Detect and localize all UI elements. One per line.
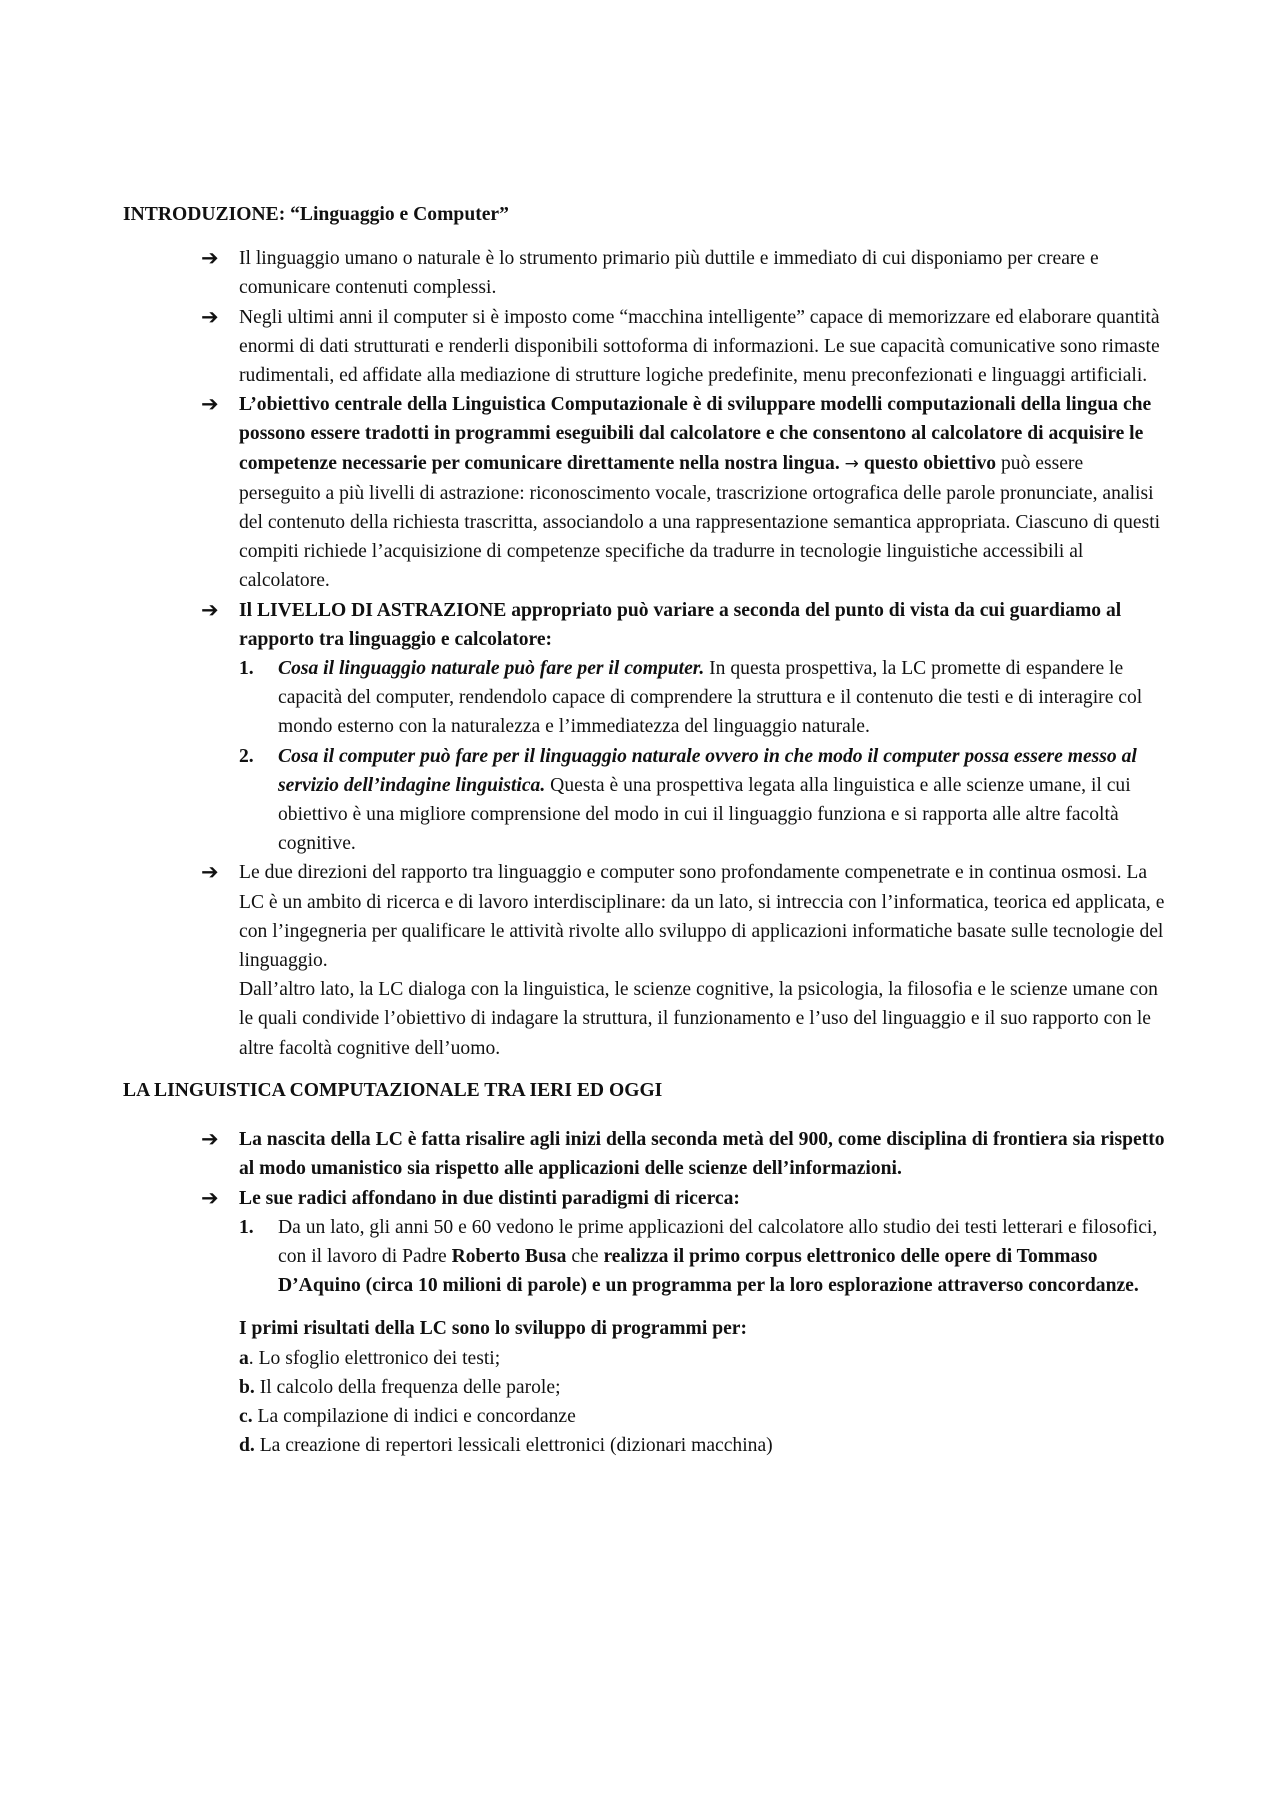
item-number: 1. [239, 1216, 254, 1238]
results-title: I primi risultati della LC sono lo sviluppo di programmi per: [239, 1318, 748, 1340]
item-text: In questa prospettiva, la LC promette di espandere le capacità del computer, rendendolo capace di comprendere la struttura e il contenuto die testi e di interagire col mondo esterno con la naturalezza e l’immediatezza del linguaggio naturale. [278, 658, 1143, 738]
bullet-paragraph [123, 303, 1168, 391]
item-bold-name: Roberto Busa [451, 1245, 567, 1267]
numbered-item [123, 742, 1168, 859]
list-item [239, 1402, 1168, 1431]
bullet-paragraph [123, 244, 1168, 302]
item-bold-text: realizza il primo corpus elettronico delle opere di Tommaso D’Aquino (circa 10 milioni di parole) e un programma per la loro esplorazione attraverso concordanze. [278, 1245, 1139, 1297]
arrow-right-icon: ➔ [201, 860, 219, 885]
bullet-text: Dall’altro lato, la LC dialoga con la linguistica, le scienze cognitive, la psicologia, la filosofia e le scienze umane con le quali condivide l’obiettivo di indagare la struttura, il funzionamento e l’uso del linguaggio e il suo rapporto con le altre facoltà cognitive dell’uomo. [239, 979, 1158, 1059]
bullet-bold-text: Il LIVELLO DI ASTRAZIONE appropriato può variare a seconda del punto di vista da cui guardiamo al rapporto tra linguaggio e calcolatore: [239, 599, 1122, 650]
list-item [239, 1344, 1168, 1373]
list-text: . Lo sfoglio elettronico dei testi; [248, 1347, 501, 1369]
item-text: Questa è una prospettiva legata alla linguistica e alle scienze umane, il cui obiettivo è una migliore comprensione del modo in cui il linguaggio funziona e si rapporta alle altre facoltà cognitive. [278, 774, 1131, 855]
bullet-paragraph [123, 1184, 1168, 1213]
bullet-text: Le due direzioni del rapporto tra linguaggio e computer sono profondamente compenetrate e in continua osmosi. La LC è un ambito di ricerca e di lavoro interdisciplinare: da un lato, si intreccia con l’informatica, teorica ed applicata, e con l’ingegneria per qualificare le attività rivolte allo sviluppo di applicazioni informatiche basate sulle tecnologie del linguaggio. [239, 862, 1165, 972]
bullet-bold-text: Le sue radici affondano in due distinti paradigmi di ricerca: [239, 1187, 740, 1209]
title-quote: “Linguaggio e Computer” [290, 204, 509, 225]
title-text: INTRODUZIONE: [123, 204, 286, 225]
list-letter: d. [239, 1435, 255, 1457]
list-text: La creazione di repertori lessicali elettronici (dizionari macchina) [254, 1435, 773, 1457]
bullet-paragraph [123, 858, 1168, 1062]
arrow-right-icon: ➔ [201, 392, 219, 417]
list-letter: a [239, 1347, 249, 1369]
bullet-text: può essere perseguito a più livelli di astrazione: riconoscimento vocale, trascrizione ortografica delle parole pronunciate, analisi del contenuto della richiesta trascritta, associandolo a una rappresentazione semantica appropriata. Ciascuno di questi compiti richiede l’acquisizione di competenze specifiche da tradurre in tecnologie linguistiche accessibili al calcolatore. [239, 452, 1161, 592]
numbered-item [123, 654, 1168, 742]
bullet-text: Il linguaggio umano o naturale è lo strumento primario più duttile e immediato di cui disponiamo per creare e comunicare contenuti complessi. [239, 248, 1099, 299]
numbered-item [123, 1213, 1168, 1301]
list-text: La compilazione di indici e concordanze [252, 1405, 576, 1427]
bullet-paragraph [123, 390, 1168, 595]
results-block [123, 1314, 1168, 1460]
item-text: Da un lato, gli anni 50 e 60 vedono le prime applicazioni del calcolatore allo studio dei testi letterari e filosofici, con il lavoro di Padre [278, 1216, 1158, 1267]
arrow-right-icon: ➔ [201, 304, 219, 329]
arrow-right-icon: ➔ [201, 1127, 219, 1152]
bullet-paragraph [123, 1125, 1168, 1183]
arrow-right-icon: ➔ [201, 1185, 219, 1210]
section-title-introduzione [123, 200, 1168, 229]
bullet-bold-text: L’obiettivo centrale della Linguistica Computazionale è di sviluppare modelli computazionali della lingua che possono essere tradotti in programmi eseguibili dal calcolatore e che consentono al calcolatore di acquisire le competenze necessarie per comunicare direttamente nella nostra lingua. [239, 394, 1152, 474]
arrow-right-icon: ➔ [201, 597, 219, 622]
list-text: Il calcolo della frequenza delle parole; [254, 1376, 561, 1398]
item-number: 2. [239, 745, 254, 767]
bullet-text: Negli ultimi anni il computer si è imposto come “macchina intelligente” capace di memorizzare ed elaborare quantità enormi di dati strutturati e renderli disponibili sottoforma di informazioni. Le sue capacità comunicative sono rimaste rudimentali, ed affidate alla mediazione di strutture logiche predefinite, menu preconfezionati e linguaggi artificiali. [239, 306, 1160, 387]
spacer [123, 1300, 1168, 1314]
item-bold-italic-text: Cosa il computer può fare per il linguaggio naturale ovvero in che modo il computer possa essere messo al servizio dell’indagine linguistica. [278, 745, 1137, 796]
item-number: 1. [239, 658, 254, 680]
list-letter: b. [239, 1376, 255, 1398]
list-item [239, 1431, 1168, 1460]
item-bold-italic-text: Cosa il linguaggio naturale può fare per il computer. [278, 658, 705, 680]
section-title-linguistica: LA LINGUISTICA COMPUTAZIONALE TRA IERI ED OGGI [123, 1079, 663, 1101]
bullet-bold-text: La nascita della LC è fatta risalire agli inizi della seconda metà del 900, come disciplina di frontiera sia rispetto al modo umanistico sia rispetto alle applicazioni delle scienze dell’informazioni. [239, 1129, 1165, 1180]
arrow-right-icon: ➔ [201, 246, 219, 271]
list-letter: c. [239, 1405, 253, 1427]
bullet-bold-text: questo obiettivo [863, 452, 997, 474]
document-page [123, 200, 1168, 1460]
bullet-paragraph [123, 596, 1168, 654]
list-item [239, 1373, 1168, 1402]
inline-arrow-icon: → [844, 453, 859, 474]
item-text: che [571, 1245, 599, 1267]
